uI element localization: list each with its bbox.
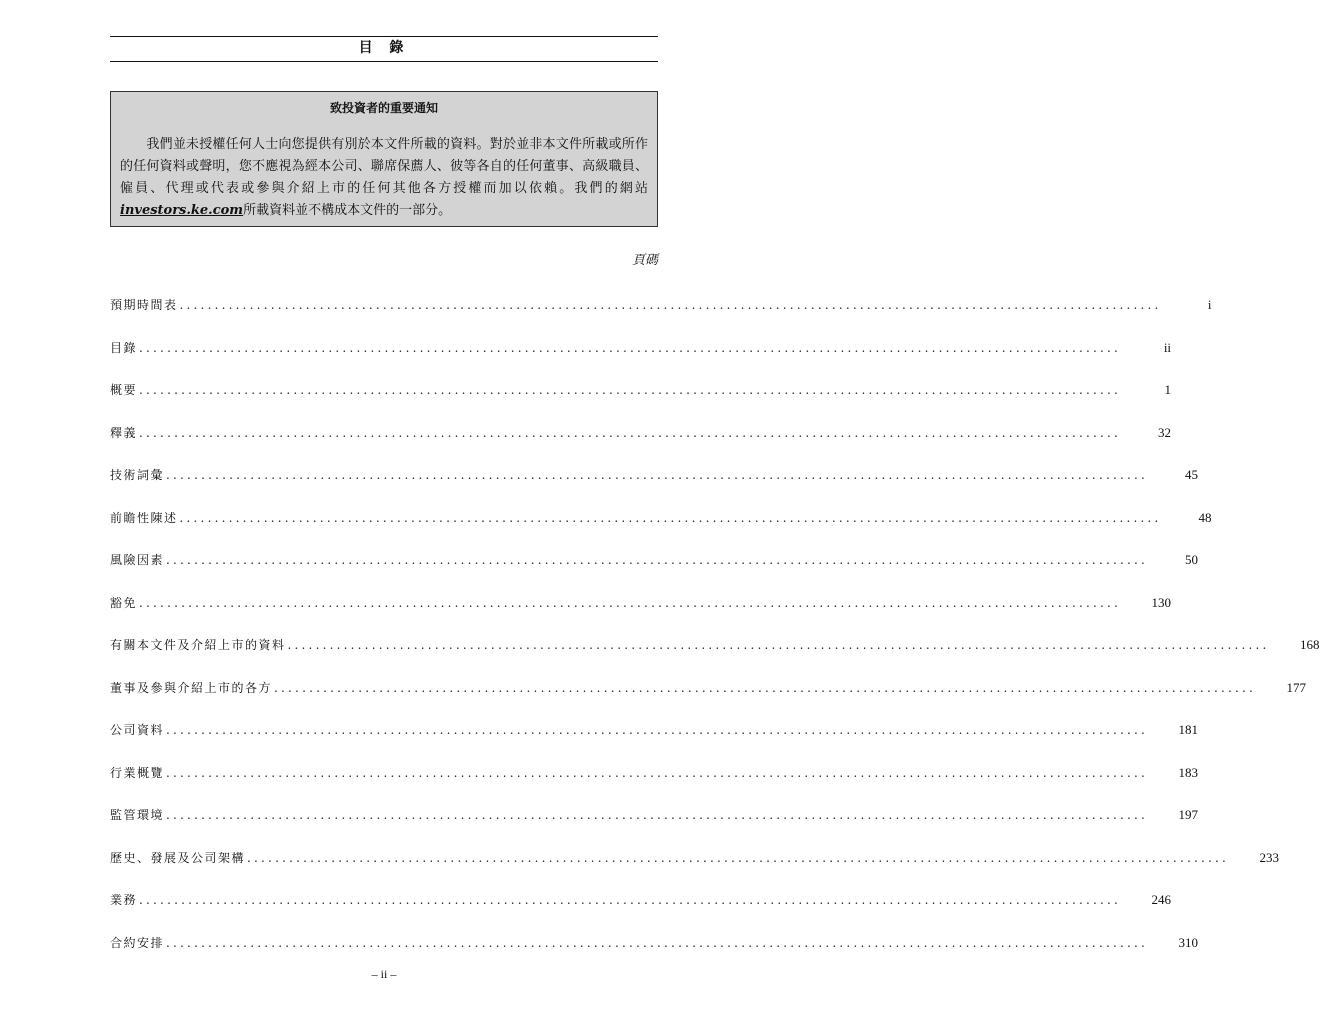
toc-leader-dots: ............................................................................................................................................ bbox=[179, 511, 1162, 525]
toc-entry-title: 董事及參與介紹上市的各方 bbox=[110, 681, 273, 695]
toc-entry-title: 釋義 bbox=[110, 426, 138, 440]
notice-body-text: 我們並未授權任何人士向您提供有別於本文件所載的資料。對於並非本文件所載或所作的任何資料或聲明，您不應視為經本公司、聯席保薦人、彼等各自的任何董事、高級職員、僱員、代理或代表或參與介紹上市的任何其他各方授權而加以依賴。我們的網站 bbox=[120, 137, 648, 196]
notice-body-text-end: 所載資料並不構成本文件的一部分。 bbox=[243, 203, 452, 218]
toc-entry-title: 豁免 bbox=[110, 596, 138, 610]
toc-entry-title: 概要 bbox=[110, 383, 138, 397]
toc-entry-page: i bbox=[1207, 297, 1212, 312]
toc-entry-title: 合約安排 bbox=[110, 936, 165, 950]
toc-entry-page: 177 bbox=[1286, 680, 1307, 695]
toc-entry-page: 50 bbox=[1185, 552, 1199, 567]
toc-entry[interactable] bbox=[110, 849, 1280, 867]
toc-entry-title: 前瞻性陳述 bbox=[110, 511, 178, 525]
toc-leader-dots: ............................................................................................................................................ bbox=[166, 468, 1149, 482]
toc-leader-dots: ............................................................................................................................................ bbox=[139, 383, 1122, 397]
toc-entry-page: 246 bbox=[1151, 892, 1172, 907]
toc-entry-page: 1 bbox=[1164, 382, 1172, 397]
toc-entry-page: 45 bbox=[1185, 467, 1199, 482]
toc-leader-dots: ............................................................................................................................................ bbox=[179, 298, 1162, 312]
toc-entry-title: 業務 bbox=[110, 893, 138, 907]
toc-entry-title: 目錄 bbox=[110, 341, 138, 355]
toc-leader-dots: ............................................................................................................................................ bbox=[166, 808, 1149, 822]
page-title: 目 錄 bbox=[358, 40, 410, 56]
toc-leader-dots: ............................................................................................................................................ bbox=[139, 596, 1122, 610]
toc-entry[interactable] bbox=[110, 764, 1199, 782]
toc-leader-dots: ............................................................................................................................................ bbox=[139, 341, 1122, 355]
toc-leader-dots: ............................................................................................................................................ bbox=[287, 638, 1270, 652]
toc-entry[interactable] bbox=[110, 891, 1172, 909]
page-number-footer: – ii – bbox=[371, 967, 397, 981]
toc-entry-title: 技術詞彙 bbox=[110, 468, 165, 482]
toc-entry[interactable] bbox=[110, 721, 1199, 739]
toc-entry[interactable] bbox=[110, 594, 1172, 612]
toc-entry-title: 監管環境 bbox=[110, 808, 165, 822]
toc-entry-page: 48 bbox=[1198, 510, 1212, 525]
toc-entry-page: 233 bbox=[1259, 850, 1280, 865]
toc-leader-dots: ............................................................................................................................................ bbox=[139, 893, 1122, 907]
toc-entry-title: 有關本文件及介紹上市的資料 bbox=[110, 638, 286, 652]
header-top-rule bbox=[110, 36, 658, 37]
toc-entry-title: 預期時間表 bbox=[110, 298, 178, 312]
toc-entry-title: 公司資料 bbox=[110, 723, 165, 737]
notice-body bbox=[120, 134, 648, 222]
toc-leader-dots: ............................................................................................................................................ bbox=[166, 766, 1149, 780]
toc-entry-page: 130 bbox=[1151, 595, 1172, 610]
toc-entry-title: 風險因素 bbox=[110, 553, 165, 567]
toc-entry-page: 183 bbox=[1178, 765, 1199, 780]
toc-entry[interactable] bbox=[110, 679, 1307, 697]
website-link[interactable]: investors.ke.com bbox=[120, 203, 244, 218]
toc-entry-page: ii bbox=[1163, 340, 1172, 355]
toc-leader-dots: ............................................................................................................................................ bbox=[274, 681, 1257, 695]
toc-entry-page: 197 bbox=[1178, 807, 1199, 822]
toc-entry[interactable] bbox=[110, 296, 1212, 314]
toc-entry[interactable] bbox=[110, 934, 1199, 952]
investor-notice-box bbox=[110, 91, 658, 227]
page-column-label: 頁碼 bbox=[631, 253, 658, 268]
toc-leader-dots: ............................................................................................................................................ bbox=[139, 426, 1122, 440]
toc-leader-dots: ............................................................................................................................................ bbox=[166, 936, 1149, 950]
toc-entry[interactable] bbox=[110, 636, 1320, 654]
toc-entry[interactable] bbox=[110, 509, 1212, 527]
toc-entry-title: 歷史、發展及公司架構 bbox=[110, 851, 246, 865]
toc-entry[interactable] bbox=[110, 424, 1172, 442]
notice-title: 致投資者的重要通知 bbox=[329, 101, 438, 115]
toc-entry[interactable] bbox=[110, 806, 1199, 824]
toc-entry-page: 181 bbox=[1178, 722, 1199, 737]
toc-leader-dots: ............................................................................................................................................ bbox=[247, 851, 1230, 865]
toc-entry-page: 310 bbox=[1178, 935, 1199, 950]
toc-entry[interactable] bbox=[110, 339, 1172, 357]
toc-entry[interactable] bbox=[110, 466, 1199, 484]
toc-entry[interactable] bbox=[110, 551, 1199, 569]
header-bottom-rule bbox=[110, 61, 658, 62]
toc-leader-dots: ............................................................................................................................................ bbox=[166, 553, 1149, 567]
toc-entry-page: 168 bbox=[1300, 637, 1320, 652]
toc-entry-page: 32 bbox=[1158, 425, 1172, 440]
toc-entry-title: 行業概覽 bbox=[110, 766, 165, 780]
toc-entry[interactable] bbox=[110, 381, 1172, 399]
toc-leader-dots: ............................................................................................................................................ bbox=[166, 723, 1149, 737]
